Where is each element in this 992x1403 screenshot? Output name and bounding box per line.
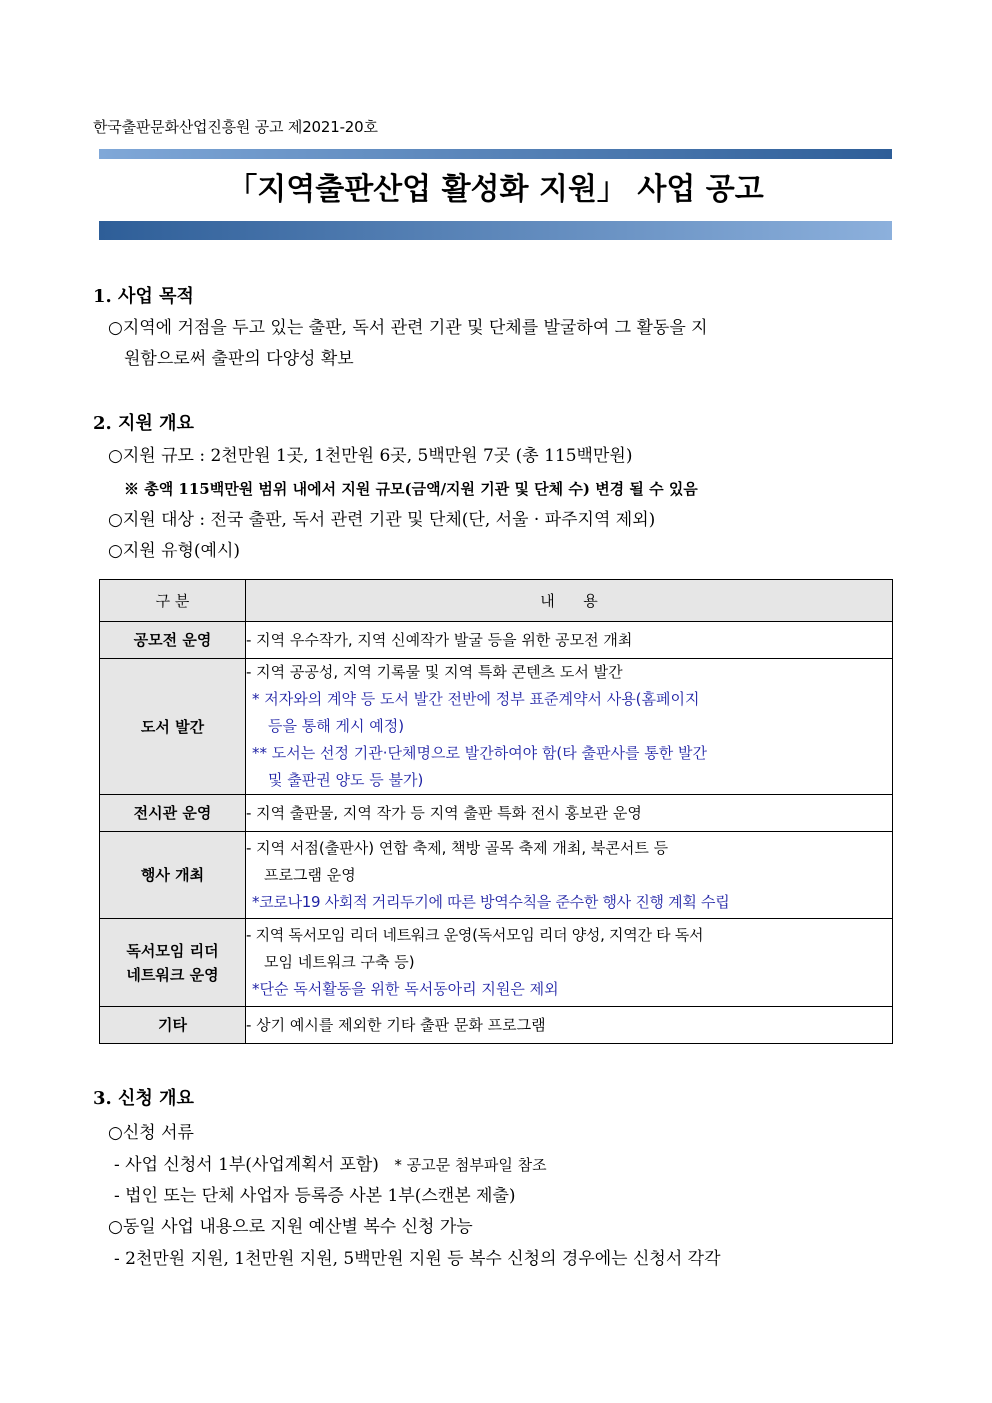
table-row bbox=[100, 1007, 893, 1044]
category-cell: 전시관 운영 bbox=[100, 795, 246, 832]
multiple-application-detail: - 2천만원 지원, 1천만원 지원, 5백만원 지원 등 복수 신청의 경우에는 신청서 각각 bbox=[114, 1249, 721, 1269]
blue-note-line: 및 출판권 양도 등 불가) bbox=[268, 771, 424, 789]
attachment-note: * 공고문 첨부파일 참조 bbox=[394, 1156, 547, 1174]
section-heading-overview: 2. 지원 개요 bbox=[93, 413, 194, 434]
blue-note-line: *단순 독서활동을 위한 독서동아리 지원은 제외 bbox=[252, 980, 559, 998]
content-cell bbox=[246, 1007, 893, 1044]
category-cell: 기타 bbox=[100, 1007, 246, 1044]
category-line: 네트워크 운영 bbox=[126, 965, 219, 984]
announcement-number: 한국출판문화산업진흥원 공고 제2021-20호 bbox=[93, 118, 378, 136]
content-cell bbox=[246, 622, 893, 659]
content-line: 모임 네트워크 구축 등) bbox=[264, 953, 415, 971]
title-bar-bottom-decoration bbox=[99, 221, 892, 240]
support-target: ○지원 대상 : 전국 출판, 독서 관련 기관 및 단체(단, 서울 · 파주지역 제외) bbox=[108, 510, 656, 530]
blue-note-line: 등을 통해 게시 예정) bbox=[268, 717, 405, 735]
application-docs-label: ○신청 서류 bbox=[108, 1123, 194, 1143]
content-line: - 지역 우수작가, 지역 신예작가 발굴 등을 위한 공모전 개최 bbox=[246, 630, 633, 649]
blue-note-line: ** 도서는 선정 기관·단체명으로 발간하여야 함(타 출판사를 통한 발간 bbox=[252, 744, 707, 762]
purpose-line-2: 원함으로써 출판의 다양성 확보 bbox=[124, 349, 354, 369]
application-doc-1-text: - 사업 신청서 1부(사업계획서 포함) bbox=[114, 1155, 379, 1175]
table-row bbox=[100, 622, 893, 659]
content-cell bbox=[246, 659, 893, 795]
table-header-row bbox=[100, 580, 893, 622]
category-cell: 행사 개최 bbox=[100, 832, 246, 919]
multiple-application-bullet: ○동일 사업 내용으로 지원 예산별 복수 신청 가능 bbox=[108, 1217, 473, 1237]
page-title: 「지역출판산업 활성화 지원」 사업 공고 bbox=[227, 172, 764, 207]
support-types-label: ○지원 유형(예시) bbox=[108, 541, 241, 561]
column-header-content: 내 용 bbox=[246, 580, 893, 622]
blue-note-line: * 저자와의 계약 등 도서 발간 전반에 정부 표준계약서 사용(홈페이지 bbox=[252, 690, 700, 708]
table-row bbox=[100, 919, 893, 1007]
category-cell: 공모전 운영 bbox=[100, 622, 246, 659]
content-line: - 상기 예시를 제외한 기타 출판 문화 프로그램 bbox=[246, 1015, 546, 1034]
table-row bbox=[100, 659, 893, 795]
support-scale: ○지원 규모 : 2천만원 1곳, 1천만원 6곳, 5백만원 7곳 (총 115백만원) bbox=[108, 446, 633, 466]
content-line: 프로그램 운영 bbox=[264, 865, 356, 884]
section-heading-application: 3. 신청 개요 bbox=[93, 1088, 194, 1109]
content-line: - 지역 서점(출판사) 연합 축제, 책방 골목 축제 개최, 북콘서트 등 bbox=[246, 838, 669, 857]
blue-note-line: *코로나19 사회적 거리두기에 따른 방역수칙을 준수한 행사 진행 계획 수립 bbox=[252, 892, 730, 911]
category-cell: 도서 발간 bbox=[100, 659, 246, 795]
content-line: - 지역 공공성, 지역 기록물 및 지역 특화 콘텐츠 도서 발간 bbox=[246, 663, 623, 681]
section-heading-purpose: 1. 사업 목적 bbox=[93, 286, 194, 307]
application-doc-2: - 법인 또는 단체 사업자 등록증 사본 1부(스캔본 제출) bbox=[114, 1186, 516, 1206]
support-types-table bbox=[99, 579, 893, 1044]
support-scale-note: ※ 총액 115백만원 범위 내에서 지원 규모(금액/지원 기관 및 단체 수) 변경 될 수 있음 bbox=[124, 480, 698, 498]
column-header-category: 구 분 bbox=[100, 580, 246, 622]
category-cell bbox=[100, 919, 246, 1007]
content-cell bbox=[246, 795, 893, 832]
application-doc-1 bbox=[114, 1153, 547, 1177]
content-cell bbox=[246, 919, 893, 1007]
table-row bbox=[100, 832, 893, 919]
table-row bbox=[100, 795, 893, 832]
purpose-line-1: ○지역에 거점을 두고 있는 출판, 독서 관련 기관 및 단체를 발굴하여 그 활동을 지 bbox=[108, 318, 708, 338]
content-line: - 지역 독서모임 리더 네트워크 운영(독서모임 리더 양성, 지역간 타 독서 bbox=[246, 926, 704, 944]
content-cell bbox=[246, 832, 893, 919]
category-line: 독서모임 리더 bbox=[126, 941, 219, 960]
title-bar-top-decoration bbox=[99, 149, 892, 159]
content-line: - 지역 출판물, 지역 작가 등 지역 출판 특화 전시 홍보관 운영 bbox=[246, 803, 642, 822]
